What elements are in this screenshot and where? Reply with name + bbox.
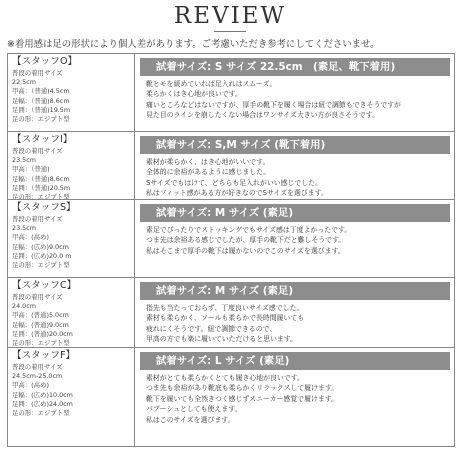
tried-size-heading: 試着サイズ: S,M サイズ (靴下着用) bbox=[140, 136, 450, 154]
foot-spec-line: 足の形：エジプト型 bbox=[12, 115, 70, 124]
fit-notice: ※着用感は足の形状により個人差があります。ご考慮いただき参考にしてくださいませ。 bbox=[7, 39, 380, 50]
foot-spec-line: 足幅：(広め)9.0cm bbox=[12, 242, 69, 251]
foot-specs bbox=[12, 69, 130, 124]
review-content bbox=[136, 54, 454, 131]
foot-spec-line: 普段の着用サイズ bbox=[12, 147, 63, 155]
review-comment-line: 甲高の方でも楽に履いていただけると思います。 bbox=[146, 335, 298, 344]
review-comment-line: パブーシュとしても使えます。 bbox=[146, 405, 242, 414]
foot-spec-line: 普段の着用サイズ bbox=[12, 363, 63, 371]
review-comment-line: 柔らかくはき心地が良いです。 bbox=[146, 90, 242, 99]
review-content bbox=[136, 278, 454, 347]
review-content bbox=[136, 348, 454, 446]
title-underline bbox=[214, 31, 246, 32]
tried-size-heading: 試着サイズ: M サイズ (素足) bbox=[140, 282, 450, 300]
foot-spec-line: 足幅：（普通)8.6cm bbox=[12, 174, 70, 183]
review-comments bbox=[140, 79, 450, 121]
review-comment-line: 靴下を履いても全然きつく感じずスニーカー感覚で履けます。 bbox=[146, 394, 338, 403]
foot-spec-line: 甲高：(普通)5.0cm bbox=[12, 311, 69, 320]
review-comment-line: 靴ヒモを緩めていれば足入れはスムーズ。 bbox=[146, 80, 277, 88]
review-comment-line: つま先は余裕ある感じでしたが、厚手の靴下だと難しそうです。 bbox=[146, 236, 346, 245]
review-content bbox=[136, 200, 454, 277]
review-comments bbox=[140, 157, 450, 199]
review-row bbox=[8, 347, 454, 446]
foot-spec-line: 22.5cm bbox=[12, 78, 36, 87]
foot-spec-line: 足幅：(広め)10.0cm bbox=[12, 390, 73, 399]
foot-specs bbox=[12, 363, 130, 418]
foot-spec-line: 23.5cm bbox=[12, 156, 36, 165]
foot-spec-line: 普段の着用サイズ bbox=[12, 215, 63, 223]
review-row bbox=[8, 199, 454, 277]
review-comment-line: 見た目のラインを崩したくない場合はワンサイズ大きい方が良さそうです。 bbox=[146, 111, 379, 120]
review-comment-line: Sサイズでもはけて、どちらも足入れがいい感じでした。 bbox=[146, 178, 322, 187]
foot-spec-line: 足の形：エジプト型 bbox=[12, 193, 70, 202]
tried-size-heading: 試着サイズ: L サイズ (素足) bbox=[140, 352, 450, 370]
foot-spec-line: 足囲：(普通)20.0cm bbox=[12, 329, 73, 338]
review-comment-line: 素足でぴったりでストッキングでもサイズ感は丁度よかったです。 bbox=[146, 226, 352, 234]
foot-spec-line: 足の形：エジプト型 bbox=[12, 409, 70, 418]
review-row bbox=[8, 54, 454, 131]
foot-spec-line: 足幅：(普通)9.0cm bbox=[12, 320, 69, 329]
staff-profile bbox=[8, 348, 135, 446]
foot-spec-line: 23.5cm bbox=[12, 224, 36, 233]
review-comment-line: 指先も当たっておらず、丁度良いサイズ感でした。 bbox=[146, 304, 304, 312]
review-comment-line: 素材がとても柔らかくとても履き心地が良いです。 bbox=[146, 374, 304, 382]
foot-spec-line: 甲高：（普通) bbox=[12, 165, 50, 174]
review-comments bbox=[140, 225, 450, 256]
staff-profile bbox=[8, 200, 135, 277]
review-comment-line: 素材が柔らかく、はき心地がいいです。 bbox=[146, 158, 270, 166]
review-row bbox=[8, 131, 454, 202]
foot-spec-line: 普段の着用サイズ bbox=[12, 293, 63, 301]
foot-spec-line: 甲高：(高め) bbox=[12, 233, 49, 242]
foot-spec-line: 足の形：エジプト型 bbox=[12, 339, 70, 348]
staff-name: 【スタッフS】 bbox=[12, 202, 76, 213]
foot-spec-line: 足幅：（普通)8.6cm bbox=[12, 96, 70, 105]
review-comment-line: 素材も柔らかく、ソールも柔らかで長時間履いても bbox=[146, 314, 305, 323]
staff-name: 【スタッフF】 bbox=[12, 350, 76, 361]
review-comments bbox=[140, 373, 450, 425]
foot-specs bbox=[12, 215, 130, 270]
staff-profile bbox=[8, 132, 135, 202]
staff-profile bbox=[8, 54, 135, 131]
foot-spec-line: 普段の着用サイズ bbox=[12, 69, 63, 77]
foot-specs bbox=[12, 293, 130, 348]
review-comment-line: 私はフィット感がある方が好きなのでSサイズを選びます。 bbox=[146, 189, 328, 198]
foot-spec-line: 甲高：(高め) bbox=[12, 381, 49, 390]
foot-spec-line: 足囲：（普通)19.5m bbox=[12, 105, 71, 114]
staff-profile bbox=[8, 278, 135, 347]
tried-size-heading: 試着サイズ: S サイズ 22.5cm (素足、靴下着用) bbox=[140, 58, 450, 76]
foot-spec-line: 24.5cm-25.0cm bbox=[12, 372, 63, 381]
review-comment-line: 私はそこまで厚手の靴下は履かないのでこのサイズを選びます。 bbox=[146, 246, 345, 255]
foot-spec-line: 足囲：（普通)20.5m bbox=[12, 183, 71, 192]
page-title: REVIEW bbox=[173, 3, 287, 29]
staff-name: 【スタッフC】 bbox=[12, 280, 77, 291]
review-comment-line: 痛いところなどはないですが、厚手の靴下を履く場合は紐で調節もできそうですが bbox=[146, 100, 401, 109]
review-comment-line: 私はこのサイズを選びます。 bbox=[146, 415, 235, 424]
staff-name: 【スタッフO】 bbox=[12, 56, 78, 67]
foot-spec-line: 足囲：(広め)20.0 m bbox=[12, 251, 72, 260]
foot-spec-line: 足囲：(広め)24.0cm bbox=[12, 399, 73, 408]
review-content bbox=[136, 132, 454, 199]
staff-name: 【スタッフI】 bbox=[12, 134, 73, 145]
tried-size-heading: 試着サイズ: M サイズ (素足) bbox=[140, 204, 450, 222]
review-comment-line: 全体的に余裕があるように感じました。 bbox=[146, 168, 271, 177]
review-table bbox=[7, 53, 455, 447]
foot-spec-line: 24.0cm bbox=[12, 302, 36, 311]
review-row bbox=[8, 277, 454, 347]
foot-spec-line: 甲高：（普通)4.5cm bbox=[12, 87, 70, 96]
foot-specs bbox=[12, 147, 130, 202]
review-comments bbox=[140, 303, 450, 345]
foot-spec-line: 足の形：エジプト型 bbox=[12, 261, 70, 270]
review-comment-line: 疲れにくそうです。紐で調節できるので、 bbox=[146, 324, 277, 333]
review-comment-line: つま先も余裕があり靴底も柔らかくリラックスして履けます。 bbox=[146, 384, 339, 393]
